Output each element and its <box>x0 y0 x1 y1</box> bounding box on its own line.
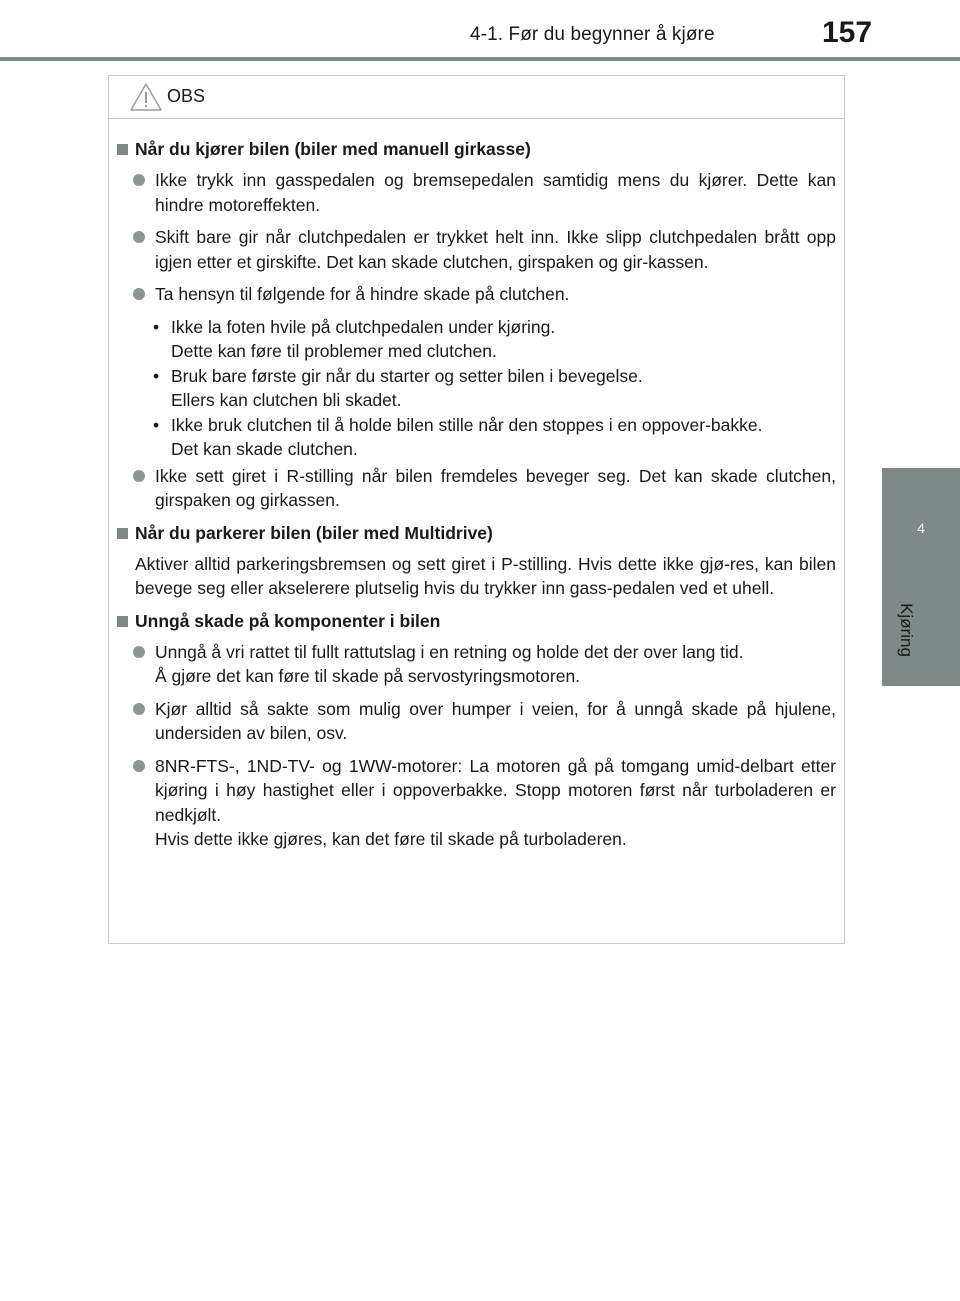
round-bullet-icon <box>133 231 145 243</box>
header-rule <box>0 57 960 61</box>
paragraph-text: Ta hensyn til følgende for å hindre skade på clutchen. <box>155 284 570 304</box>
paragraph <box>109 697 836 746</box>
clutch-tips-list <box>109 315 836 462</box>
list-item <box>109 413 836 462</box>
round-bullet-icon <box>133 703 145 715</box>
list-item <box>109 364 836 413</box>
round-bullet-icon <box>133 288 145 300</box>
section-heading-text: Unngå skade på komponenter i bilen <box>135 610 441 631</box>
bullet-dot-icon: • <box>153 414 160 435</box>
list-item-note: Ellers kan clutchen bli skadet. <box>171 390 402 410</box>
paragraph <box>109 640 836 689</box>
page-number: 157 <box>822 16 873 49</box>
list-item-text: Bruk bare første gir når du starter og setter bilen i bevegelse. <box>171 365 643 386</box>
paragraph <box>109 282 836 307</box>
paragraph-note: Å gjøre det kan føre til skade på servostyringsmotoren. <box>155 666 581 686</box>
square-bullet-icon <box>117 528 128 539</box>
list-item-text: Ikke bruk clutchen til å holde bilen stille når den stoppes i en oppover-bakke. <box>171 414 763 435</box>
bullet-dot-icon: • <box>153 365 160 386</box>
chapter-tab <box>882 468 960 686</box>
paragraph-text: Ikke sett giret i R-stilling når bilen fremdeles beveger seg. Det kan skade clutchen, girspaken og girkassen. <box>155 465 836 510</box>
caution-body <box>109 119 844 852</box>
list-item <box>109 315 836 364</box>
paragraph-note: Hvis dette ikke gjøres, kan det føre til skade på turboladeren. <box>155 829 627 849</box>
list-item-note: Det kan skade clutchen. <box>171 439 358 459</box>
paragraph-text: Skift bare gir når clutchpedalen er trykket helt inn. Ikke slipp clutchpedalen brått opp igjen etter et girskifte. Det kan skade clutchen, girspaken og gir-kassen. <box>155 227 836 272</box>
caution-header <box>109 76 844 119</box>
section-heading-text: Når du parkerer bilen (biler med Multidrive) <box>135 522 493 543</box>
paragraph <box>109 552 836 601</box>
paragraph-text: Aktiver alltid parkeringsbremsen og sett giret i P-stilling. Hvis dette ikke gjø-res, kan bilen bevege seg eller akselerere plutselig hvis du trykker inn gass-pedalen ved et uhell. <box>135 553 836 598</box>
list-item-text: Ikke la foten hvile på clutchpedalen under kjøring. <box>171 316 556 337</box>
caution-box <box>108 75 845 944</box>
section-heading-components <box>109 609 836 634</box>
paragraph <box>109 754 836 852</box>
running-header: 4-1. Før du begynner å kjøre <box>470 24 715 45</box>
section-heading-parking <box>109 521 836 546</box>
paragraph-text: Ikke trykk inn gasspedalen og bremsepedalen samtidig mens du kjører. Dette kan hindre motoreffekten. <box>155 170 836 215</box>
square-bullet-icon <box>117 616 128 627</box>
chapter-label <box>888 603 924 657</box>
paragraph-text: 8NR-FTS-, 1ND-TV- og 1WW-motorer: La motoren gå på tomgang umid-delbart etter kjøring i høy hastighet eller i oppoverbakke. Stopp motoren først når turboladeren er nedkjølt. <box>155 755 836 825</box>
round-bullet-icon <box>133 646 145 658</box>
chapter-number: 4 <box>917 520 925 536</box>
section-heading-text: Når du kjører bilen (biler med manuell girkasse) <box>135 139 531 159</box>
paragraph <box>109 464 836 513</box>
paragraph <box>109 168 836 217</box>
round-bullet-icon <box>133 470 145 482</box>
warning-triangle-icon <box>129 82 163 112</box>
bullet-dot-icon: • <box>153 316 160 337</box>
square-bullet-icon <box>117 144 128 155</box>
paragraph-text: Unngå å vri rattet til fullt rattutslag i en retning og holde det der over lang tid. <box>155 641 744 662</box>
section-heading-manual <box>109 137 836 162</box>
caution-label: OBS <box>167 86 206 106</box>
list-item-note: Dette kan føre til problemer med clutchen. <box>171 341 497 361</box>
round-bullet-icon <box>133 760 145 772</box>
round-bullet-icon <box>133 174 145 186</box>
paragraph <box>109 225 836 274</box>
chapter-label-text: Kjøring <box>897 603 917 657</box>
paragraph-text: Kjør alltid så sakte som mulig over humper i veien, for å unngå skade på hjulene, undersiden av bilen, osv. <box>155 698 836 743</box>
